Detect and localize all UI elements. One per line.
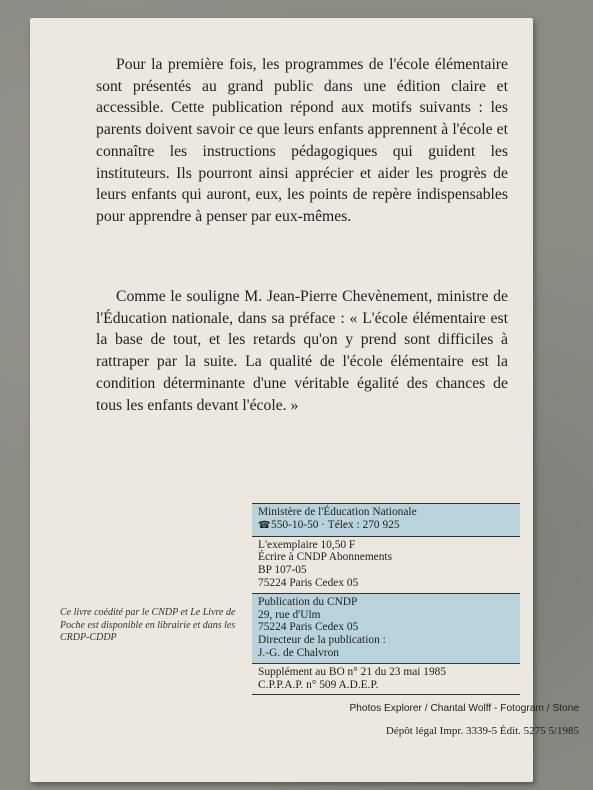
ministry-row (252, 503, 520, 537)
po-box: BP 107-05 (258, 564, 307, 577)
phone-line (258, 519, 514, 533)
street: 29, rue d'Ulm (258, 608, 321, 621)
publication-info-box (252, 503, 520, 695)
city-line: 75224 Paris Cedex 05 (258, 621, 359, 634)
city-line: 75224 Paris Cedex 05 (258, 576, 359, 589)
intro-paragraph (96, 54, 508, 228)
coedition-note: Ce livre coédité par le CNDP et Le Livre de Poche est disponible en librairie et dans les CRDP-CDDP (60, 607, 236, 643)
director-name: J.-G. de Chalvron (258, 646, 339, 659)
quote-paragraph (96, 286, 508, 416)
legal-deposit: Dépôt légal Impr. 3339-5 Édit. 5275 5/1985 (385, 725, 579, 737)
quote-paragraph-text: Comme le souligne M. Jean-Pierre Chevènement, ministre de l'Éducation nationale, dans sa préface : « L'école élémentaire est la base de tout, et les retards qu'on y prend sont difficiles à rattraper par la suite. La qualité de l'école élémentaire est la condition déterminante d'une véritable égalité des chances de tous les enfants devant l'école. » (96, 288, 508, 414)
intro-paragraph-text: Pour la première fois, les programmes de l'école élémentaire sont présentés au grand public dans une édition claire et accessible. Cette publication répond aux motifs suivants : les parents doivent savoir ce que leurs enfants apprennent à l'école et connaître les instructions pédagogiques qui guident les instituteurs. Ils pourront ainsi apprécier et aider les progrès de leurs enfants qui auront, eux, les points de repère indispensables pour apprendre à penser par eux-mêmes. (96, 56, 508, 225)
telephone-icon: ☎ (258, 519, 271, 531)
subscribe-text: Écrire à CNDP Abonnements (258, 551, 393, 564)
cppap: C.P.P.A.P. n° 509 A.D.E.P. (258, 678, 379, 691)
price-row (252, 537, 520, 594)
photo-credits: Photos Explorer / Chantal Wolff - Fotogram / Stone (349, 703, 579, 714)
price: L'exemplaire 10,50 F (258, 538, 356, 551)
ministry-name: Ministère de l'Éducation Nationale (258, 506, 417, 518)
publisher-row (252, 594, 520, 664)
director-label: Directeur de la publication : (258, 634, 386, 647)
supplement: Supplément au BO n° 21 du 23 mai 1985 (258, 665, 447, 678)
publisher: Publication du CNDP (258, 595, 358, 608)
supplement-row (252, 664, 520, 696)
phone-number: 550-10-50 · Télex : 270 925 (271, 518, 400, 531)
